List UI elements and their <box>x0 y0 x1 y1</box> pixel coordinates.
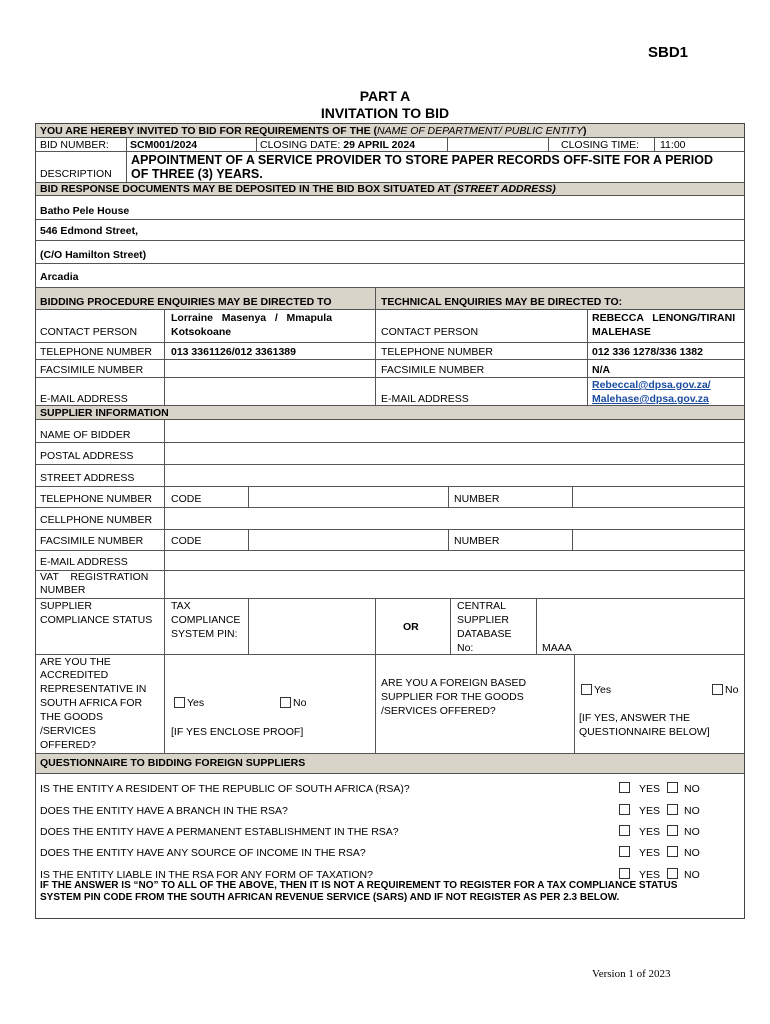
bidder-name-label: NAME OF BIDDER <box>40 429 131 441</box>
question-1-yes-checkbox[interactable] <box>619 782 630 793</box>
tech-fax-value: N/A <box>592 364 611 376</box>
technical-enquiries-heading: TECHNICAL ENQUIRIES MAY BE DIRECTED TO: <box>381 296 623 308</box>
vat-label-line-2: NUMBER <box>40 584 86 596</box>
tech-email-link-2[interactable]: Malehase@dpsa.gov.za <box>592 393 709 405</box>
invite-line: YOU ARE HEREBY INVITED TO BID FOR REQUIREMENTS OF THE (NAME OF DEPARTMENT/ PUBLIC ENTITY) <box>40 125 587 137</box>
bid-email-label: E-MAIL ADDRESS <box>40 393 128 405</box>
accredited-label-5: THE GOODS <box>40 711 104 723</box>
accredited-yes-label: Yes <box>187 697 205 709</box>
tech-contact-line-2: MALEHASE <box>592 326 651 338</box>
bid-contact-line-1: Lorraine Masenya / Mmapula <box>171 312 333 324</box>
question-4: DOES THE ENTITY HAVE ANY SOURCE OF INCOME IN THE RSA? <box>40 847 366 859</box>
accredited-no-label: No <box>293 697 307 709</box>
question-2-no-label: NO <box>684 805 700 817</box>
question-1: IS THE ENTITY A RESIDENT OF THE REPUBLIC OF SOUTH AFRICA (RSA)? <box>40 783 410 795</box>
question-3-yes-label: YES <box>639 826 661 838</box>
question-3-no-label: NO <box>684 826 700 838</box>
accredited-label-3: REPRESENTATIVE IN <box>40 683 147 695</box>
telephone-code-label: CODE <box>171 493 202 505</box>
telephone-label: TELEPHONE NUMBER <box>40 493 153 505</box>
question-1-no-label: NO <box>684 783 700 795</box>
supplier-info-heading: SUPPLIER INFORMATION <box>40 407 169 419</box>
bid-number-value: SCM001/2024 <box>130 139 198 151</box>
closing-time-label: CLOSING TIME: <box>561 139 639 151</box>
address-line-4: Arcadia <box>40 271 79 283</box>
part-heading: PART A <box>359 88 411 104</box>
question-5: IS THE ENTITY LIABLE IN THE RSA FOR ANY FORM OF TAXATION? <box>40 869 373 881</box>
compliance-label-1: SUPPLIER <box>40 600 92 612</box>
question-2-yes-checkbox[interactable] <box>619 804 630 815</box>
closing-date: CLOSING DATE: 29 APRIL 2024 <box>260 139 416 151</box>
questionnaire-note-1: IF THE ANSWER IS “NO” TO ALL OF THE ABOVE, THEN IT IS NOT A REQUIREMENT TO REGISTER FOR A TAX COMPLIANCE STATUS <box>40 880 678 891</box>
page-title: INVITATION TO BID <box>320 105 450 121</box>
bid-telephone-label: TELEPHONE NUMBER <box>40 346 153 358</box>
foreign-yes-label: Yes <box>594 684 612 696</box>
tech-email-label: E-MAIL ADDRESS <box>381 393 469 405</box>
telephone-number-field[interactable] <box>574 488 742 506</box>
tax-pin-label-1: TAX <box>171 600 191 612</box>
description-label: DESCRIPTION <box>40 168 112 180</box>
accredited-label-2: ACCREDITED <box>40 669 109 681</box>
bid-form <box>35 123 745 919</box>
bidding-enquiries-heading: BIDDING PROCEDURE ENQUIRIES MAY BE DIRECTED TO <box>40 296 332 308</box>
fax-code-field[interactable] <box>250 531 446 549</box>
email-label: E-MAIL ADDRESS <box>40 556 128 568</box>
question-3-no-checkbox[interactable] <box>667 825 678 836</box>
foreign-no-checkbox[interactable] <box>712 684 723 695</box>
tax-pin-label-2: COMPLIANCE <box>171 614 241 626</box>
tech-contact-line-1: REBECCA LENONG/TIRANI <box>592 312 736 324</box>
questionnaire-heading: QUESTIONNAIRE TO BIDDING FOREIGN SUPPLIERS <box>40 757 306 769</box>
cellphone-label: CELLPHONE NUMBER <box>40 514 153 526</box>
postal-address-field[interactable] <box>166 444 742 463</box>
vat-label-line-1: VAT REGISTRATION <box>40 571 149 583</box>
question-4-yes-label: YES <box>639 847 661 859</box>
fax-number-label: NUMBER <box>454 535 500 547</box>
question-5-no-checkbox[interactable] <box>667 868 678 879</box>
tax-pin-field[interactable] <box>250 600 373 652</box>
question-4-no-label: NO <box>684 847 700 859</box>
address-line-2: 546 Edmond Street, <box>40 225 139 237</box>
tech-contact-label: CONTACT PERSON <box>381 326 479 338</box>
foreign-label-1: ARE YOU A FOREIGN BASED <box>381 677 527 689</box>
tech-fax-label: FACSIMILE NUMBER <box>381 364 485 376</box>
questionnaire-note-2: SYSTEM PIN CODE FROM THE SOUTH AFRICAN REVENUE SERVICE (SARS) AND IF NOT REGISTER AS PER 2.3 BELOW. <box>40 892 620 903</box>
compliance-label-2: COMPLIANCE STATUS <box>40 614 153 626</box>
bid-contact-label: CONTACT PERSON <box>40 326 138 338</box>
street-address-field[interactable] <box>166 466 742 485</box>
csd-label-2: SUPPLIER <box>457 614 509 626</box>
bid-fax-label: FACSIMILE NUMBER <box>40 364 144 376</box>
csd-label-4: No: <box>457 642 474 654</box>
accredited-no-checkbox[interactable] <box>280 697 291 708</box>
postal-address-label: POSTAL ADDRESS <box>40 450 134 462</box>
question-5-yes-checkbox[interactable] <box>619 868 630 879</box>
description-line-2: OF THREE (3) YEARS. <box>131 167 263 181</box>
tax-pin-label-3: SYSTEM PIN: <box>171 628 238 640</box>
question-4-no-checkbox[interactable] <box>667 846 678 857</box>
accredited-label-6: /SERVICES <box>40 725 96 737</box>
csd-number-field[interactable] <box>576 600 742 652</box>
question-4-yes-checkbox[interactable] <box>619 846 630 857</box>
fax-number-field[interactable] <box>574 531 742 549</box>
accredited-label-1: ARE YOU THE <box>40 656 111 668</box>
question-1-yes-label: YES <box>639 783 661 795</box>
email-field[interactable] <box>166 552 742 569</box>
deposit-heading: BID RESPONSE DOCUMENTS MAY BE DEPOSITED IN THE BID BOX SITUATED AT (STREET ADDRESS) <box>40 183 556 195</box>
question-2: DOES THE ENTITY HAVE A BRANCH IN THE RSA? <box>40 805 288 817</box>
bid-number-label: BID NUMBER: <box>40 139 109 151</box>
or-label: OR <box>403 621 419 633</box>
address-line-1: Batho Pele House <box>40 205 130 217</box>
bid-telephone-value: 013 3361126/012 3361389 <box>171 346 296 358</box>
closing-time-value: 11:00 <box>660 139 686 151</box>
accredited-label-4: SOUTH AFRICA FOR <box>40 697 143 709</box>
foreign-no-label: No <box>725 684 739 696</box>
foreign-label-3: /SERVICES OFFERED? <box>381 705 496 717</box>
question-1-no-checkbox[interactable] <box>667 782 678 793</box>
bid-contact-line-2: Kotsokoane <box>171 326 232 338</box>
description-line-1: APPOINTMENT OF A SERVICE PROVIDER TO STORE PAPER RECORDS OFF-SITE FOR A PERIOD <box>131 153 714 167</box>
enclose-proof-note: [IF YES ENCLOSE PROOF] <box>171 726 304 738</box>
question-2-no-checkbox[interactable] <box>667 804 678 815</box>
tech-telephone-label: TELEPHONE NUMBER <box>381 346 494 358</box>
csd-prefix: MAAA <box>542 642 572 654</box>
answer-questionnaire-2: QUESTIONNAIRE BELOW] <box>579 726 710 738</box>
answer-questionnaire-1: [IF YES, ANSWER THE <box>579 712 691 724</box>
tech-email-link-1[interactable]: Rebeccal@dpsa.gov.za/ <box>592 379 711 391</box>
telephone-number-label: NUMBER <box>454 493 500 505</box>
vat-field[interactable] <box>166 572 742 597</box>
fax-code-label: CODE <box>171 535 202 547</box>
version-footer: Version 1 of 2023 <box>592 968 671 980</box>
accredited-label-7: OFFERED? <box>40 739 97 751</box>
street-address-label: STREET ADDRESS <box>40 472 135 484</box>
accredited-yes-checkbox[interactable] <box>174 697 185 708</box>
document-code: SBD1 <box>648 44 689 61</box>
foreign-label-2: SUPPLIER FOR THE GOODS <box>381 691 524 703</box>
csd-label-3: DATABASE <box>457 628 512 640</box>
csd-label-1: CENTRAL <box>457 600 507 612</box>
question-5-yes-label: YES <box>639 869 661 881</box>
question-3-yes-checkbox[interactable] <box>619 825 630 836</box>
cellphone-field[interactable] <box>166 509 742 528</box>
tech-telephone-value: 012 336 1278/336 1382 <box>592 346 703 358</box>
address-line-3: (C/O Hamilton Street) <box>40 249 147 261</box>
bidder-name-field[interactable] <box>166 421 742 441</box>
question-5-no-label: NO <box>684 869 700 881</box>
question-3: DOES THE ENTITY HAVE A PERMANENT ESTABLISHMENT IN THE RSA? <box>40 826 399 838</box>
telephone-code-field[interactable] <box>250 488 446 506</box>
foreign-yes-checkbox[interactable] <box>581 684 592 695</box>
question-2-yes-label: YES <box>639 805 661 817</box>
fax-label: FACSIMILE NUMBER <box>40 535 144 547</box>
